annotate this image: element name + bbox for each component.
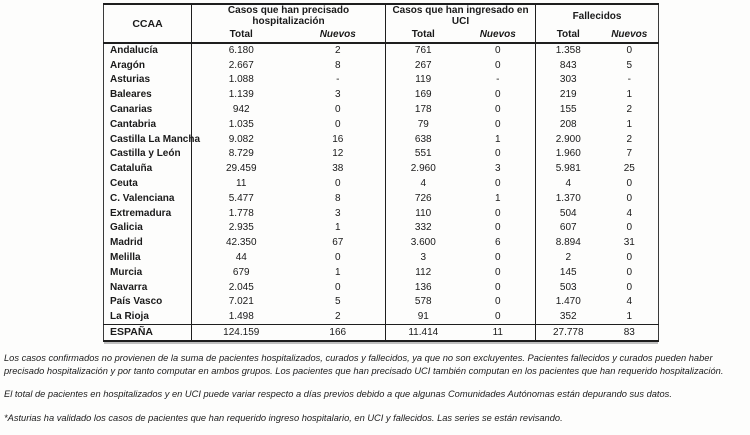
table-footer	[104, 324, 659, 341]
ccaa-cell: Canarias	[110, 104, 153, 116]
uci-total-cell: 578	[386, 295, 461, 310]
ccaa-cell: Andalucía	[110, 45, 158, 57]
uci-nuevos-cell: 0	[494, 59, 501, 71]
hosp-nuevos-cell: 8	[334, 59, 341, 71]
fallecidos-nuevos-cell: 0	[626, 178, 633, 190]
hosp-total-cell: 1.139	[192, 87, 291, 102]
total-fallecidos-total-cell: 27.778	[536, 324, 601, 341]
fallecidos-nuevos-cell: 5	[626, 59, 633, 71]
hosp-total-cell: 1.088	[192, 73, 291, 88]
fallecidos-nuevos-cell: 1	[626, 310, 633, 322]
table-row	[104, 117, 659, 132]
hosp-nuevos-cell: 0	[334, 252, 341, 264]
table-row	[104, 58, 659, 73]
table-row	[104, 73, 659, 88]
subheader-uci-nuevos: Nuevos	[479, 29, 516, 40]
hosp-total-cell: 1.778	[192, 206, 291, 221]
uci-total-cell: 4	[386, 176, 461, 191]
fallecidos-total-cell: 208	[536, 117, 601, 132]
uci-nuevos-cell: 0	[494, 178, 501, 190]
fallecidos-total-cell: 352	[536, 309, 601, 324]
table-row	[104, 43, 659, 58]
fallecidos-total-cell: 607	[536, 221, 601, 236]
footnote-exclusivity: Los casos confirmados no provienen de la suma de pacientes hospitalizados, curados y fallecidos, ya que no son excluyentes. Pacientes fallecidos y curados pueden haber precisado hospitalización y por tanto computar en ambos grupos. Los pacientes que han precisado UCI también computan en los pacientes que han requerido hospitalización.	[4, 353, 724, 376]
uci-nuevos-cell: 0	[494, 207, 501, 219]
ccaa-cell: Castilla y León	[110, 148, 181, 160]
ccaa-cell: Asturias	[110, 74, 151, 86]
total-row	[104, 324, 659, 341]
fallecidos-nuevos-cell: 0	[626, 252, 633, 264]
subheader-fallecidos-total: Total	[536, 27, 601, 43]
fallecidos-total-cell: 503	[536, 280, 601, 295]
table-row	[104, 221, 659, 236]
header-group-row	[104, 4, 659, 27]
hosp-nuevos-cell: 1	[334, 222, 341, 234]
hosp-nuevos-cell: 1	[334, 266, 341, 278]
uci-nuevos-cell: 0	[494, 45, 501, 57]
hosp-total-cell: 11	[192, 176, 291, 191]
uci-total-cell: 267	[386, 58, 461, 73]
fallecidos-nuevos-cell: 0	[626, 281, 633, 293]
hosp-nuevos-cell: 3	[334, 89, 341, 101]
total-fallecidos-nuevos-cell: 83	[623, 326, 635, 338]
hosp-nuevos-cell: 0	[334, 104, 341, 116]
uci-total-cell: 761	[386, 43, 461, 58]
fallecidos-total-cell: 1.358	[536, 43, 601, 58]
footnotes-block	[4, 352, 748, 435]
header-group-fallecidos: Fallecidos	[536, 4, 659, 27]
hosp-nuevos-cell: 0	[334, 178, 341, 190]
ccaa-cell: Baleares	[110, 89, 152, 101]
fallecidos-total-cell: 303	[536, 73, 601, 88]
ccaa-cell: Ceuta	[110, 178, 138, 190]
table-row	[104, 161, 659, 176]
ccaa-cell: Extremadura	[110, 207, 172, 219]
table-row	[104, 206, 659, 221]
hosp-nuevos-cell: 38	[332, 163, 344, 175]
uci-nuevos-cell: 0	[494, 89, 501, 101]
hosp-total-cell: 2.935	[192, 221, 291, 236]
uci-nuevos-cell: 1	[494, 192, 501, 204]
fallecidos-nuevos-cell: 7	[626, 148, 633, 160]
table-body	[104, 43, 659, 324]
ccaa-cell: Murcia	[110, 266, 143, 278]
uci-total-cell: 110	[386, 206, 461, 221]
subheader-hosp-nuevos: Nuevos	[319, 29, 356, 40]
uci-total-cell: 169	[386, 87, 461, 102]
uci-total-cell: 91	[386, 309, 461, 324]
hosp-nuevos-cell: 67	[332, 237, 344, 249]
hosp-nuevos-cell: -	[336, 74, 340, 86]
table-row	[104, 235, 659, 250]
hosp-nuevos-cell: 2	[334, 310, 341, 322]
hosp-total-cell: 2.045	[192, 280, 291, 295]
header-ccaa: CCAA	[132, 17, 163, 30]
fallecidos-total-cell: 5.981	[536, 161, 601, 176]
hosp-total-cell: 44	[192, 250, 291, 265]
hosp-nuevos-cell: 5	[334, 296, 341, 308]
table-row	[104, 176, 659, 191]
fallecidos-total-cell: 843	[536, 58, 601, 73]
hosp-total-cell: 1.035	[192, 117, 291, 132]
uci-total-cell: 178	[386, 102, 461, 117]
header-group-uci: Casos que han ingresado en UCI	[386, 4, 536, 27]
uci-total-cell: 726	[386, 191, 461, 206]
hosp-total-cell: 942	[192, 102, 291, 117]
total-label: ESPAÑA	[110, 326, 153, 339]
fallecidos-total-cell: 1.370	[536, 191, 601, 206]
fallecidos-total-cell: 2	[536, 250, 601, 265]
hosp-nuevos-cell: 12	[332, 148, 344, 160]
hosp-total-cell: 1.498	[192, 309, 291, 324]
header-group-hospitalizacion: Casos que han precisado hospitalización	[192, 4, 386, 27]
uci-total-cell: 136	[386, 280, 461, 295]
uci-total-cell: 119	[386, 73, 461, 88]
fallecidos-total-cell: 2.900	[536, 132, 601, 147]
total-uci-total-cell: 11.414	[386, 324, 461, 341]
uci-total-cell: 551	[386, 147, 461, 162]
hosp-total-cell: 5.477	[192, 191, 291, 206]
hosp-nuevos-cell: 2	[334, 45, 341, 57]
ccaa-data-table	[103, 3, 659, 342]
uci-total-cell: 112	[386, 265, 461, 280]
total-uci-nuevos-cell: 11	[492, 326, 503, 338]
fallecidos-nuevos-cell: 2	[626, 133, 633, 145]
uci-nuevos-cell: 0	[494, 310, 501, 322]
ccaa-cell: Melilla	[110, 252, 141, 264]
subheader-fallecidos-nuevos: Nuevos	[611, 29, 648, 40]
fallecidos-total-cell: 155	[536, 102, 601, 117]
fallecidos-nuevos-cell: 4	[626, 296, 633, 308]
subheader-uci-total: Total	[386, 27, 461, 43]
uci-nuevos-cell: -	[496, 74, 500, 86]
ccaa-cell: La Rioja	[110, 310, 149, 322]
uci-nuevos-cell: 1	[494, 133, 501, 145]
table-header	[104, 4, 659, 43]
table-row	[104, 250, 659, 265]
footnote-asturias: *Asturias ha validado los casos de pacientes que han requerido ingreso hospitalario, en UCI y fallecidos. Las series se están revisando.	[4, 412, 563, 423]
uci-nuevos-cell: 0	[494, 148, 501, 160]
uci-nuevos-cell: 0	[494, 104, 501, 116]
ccaa-cell: C. Valenciana	[110, 192, 175, 204]
uci-total-cell: 332	[386, 221, 461, 236]
table-row	[104, 102, 659, 117]
fallecidos-nuevos-cell: 1	[626, 89, 633, 101]
hosp-total-cell: 42.350	[192, 235, 291, 250]
fallecidos-nuevos-cell: 2	[626, 104, 633, 116]
hosp-total-cell: 29.459	[192, 161, 291, 176]
ccaa-cell: Cantabria	[110, 118, 157, 130]
uci-nuevos-cell: 6	[494, 237, 501, 249]
uci-total-cell: 3	[386, 250, 461, 265]
uci-nuevos-cell: 0	[494, 281, 501, 293]
ccaa-cell: País Vasco	[110, 296, 163, 308]
uci-nuevos-cell: 0	[494, 118, 501, 130]
total-hosp-total-cell: 124.159	[192, 324, 291, 341]
fallecidos-nuevos-cell: 0	[626, 222, 633, 234]
fallecidos-nuevos-cell: 31	[623, 237, 635, 249]
uci-nuevos-cell: 0	[494, 252, 501, 264]
ccaa-cell: Cataluña	[110, 163, 153, 175]
table-row	[104, 295, 659, 310]
table-row	[104, 132, 659, 147]
table-row	[104, 147, 659, 162]
hosp-total-cell: 679	[192, 265, 291, 280]
fallecidos-nuevos-cell: 4	[626, 207, 633, 219]
table-row	[104, 309, 659, 324]
hosp-nuevos-cell: 0	[334, 118, 341, 130]
fallecidos-nuevos-cell: 0	[626, 192, 633, 204]
ccaa-cell: Madrid	[110, 237, 143, 249]
ccaa-cell: Aragón	[110, 59, 145, 71]
fallecidos-total-cell: 1.960	[536, 147, 601, 162]
uci-total-cell: 638	[386, 132, 461, 147]
uci-nuevos-cell: 3	[494, 163, 501, 175]
footnote-totals-variation: El total de pacientes en hospitalizados y en UCI puede variar respecto a días previos debido a que algunas Comunidades Autónomas están depurando sus datos.	[4, 389, 672, 399]
fallecidos-total-cell: 4	[536, 176, 601, 191]
hosp-nuevos-cell: 8	[334, 192, 341, 204]
hosp-total-cell: 6.180	[192, 43, 291, 58]
hosp-total-cell: 9.082	[192, 132, 291, 147]
fallecidos-nuevos-cell: 25	[623, 163, 635, 175]
hosp-nuevos-cell: 16	[332, 133, 344, 145]
fallecidos-nuevos-cell: -	[627, 74, 631, 86]
uci-total-cell: 3.600	[386, 235, 461, 250]
fallecidos-total-cell: 504	[536, 206, 601, 221]
uci-nuevos-cell: 0	[494, 296, 501, 308]
hosp-nuevos-cell: 3	[334, 207, 341, 219]
table-row	[104, 87, 659, 102]
fallecidos-total-cell: 8.894	[536, 235, 601, 250]
subheader-hosp-total: Total	[192, 27, 291, 43]
total-hosp-nuevos-cell: 166	[329, 326, 347, 338]
fallecidos-nuevos-cell: 1	[626, 118, 633, 130]
uci-total-cell: 79	[386, 117, 461, 132]
table-row	[104, 280, 659, 295]
fallecidos-total-cell: 219	[536, 87, 601, 102]
table-row	[104, 265, 659, 280]
hosp-total-cell: 7.021	[192, 295, 291, 310]
uci-nuevos-cell: 0	[494, 266, 501, 278]
fallecidos-nuevos-cell: 0	[626, 266, 633, 278]
hosp-total-cell: 2.667	[192, 58, 291, 73]
table-row	[104, 191, 659, 206]
uci-total-cell: 2.960	[386, 161, 461, 176]
hosp-nuevos-cell: 0	[334, 281, 341, 293]
fallecidos-nuevos-cell: 0	[626, 45, 633, 57]
ccaa-cell: Castilla La Mancha	[110, 133, 201, 145]
hosp-total-cell: 8.729	[192, 147, 291, 162]
ccaa-cell: Galicia	[110, 222, 143, 234]
ccaa-cell: Navarra	[110, 281, 148, 293]
uci-nuevos-cell: 0	[494, 222, 501, 234]
fallecidos-total-cell: 1.470	[536, 295, 601, 310]
fallecidos-total-cell: 145	[536, 265, 601, 280]
